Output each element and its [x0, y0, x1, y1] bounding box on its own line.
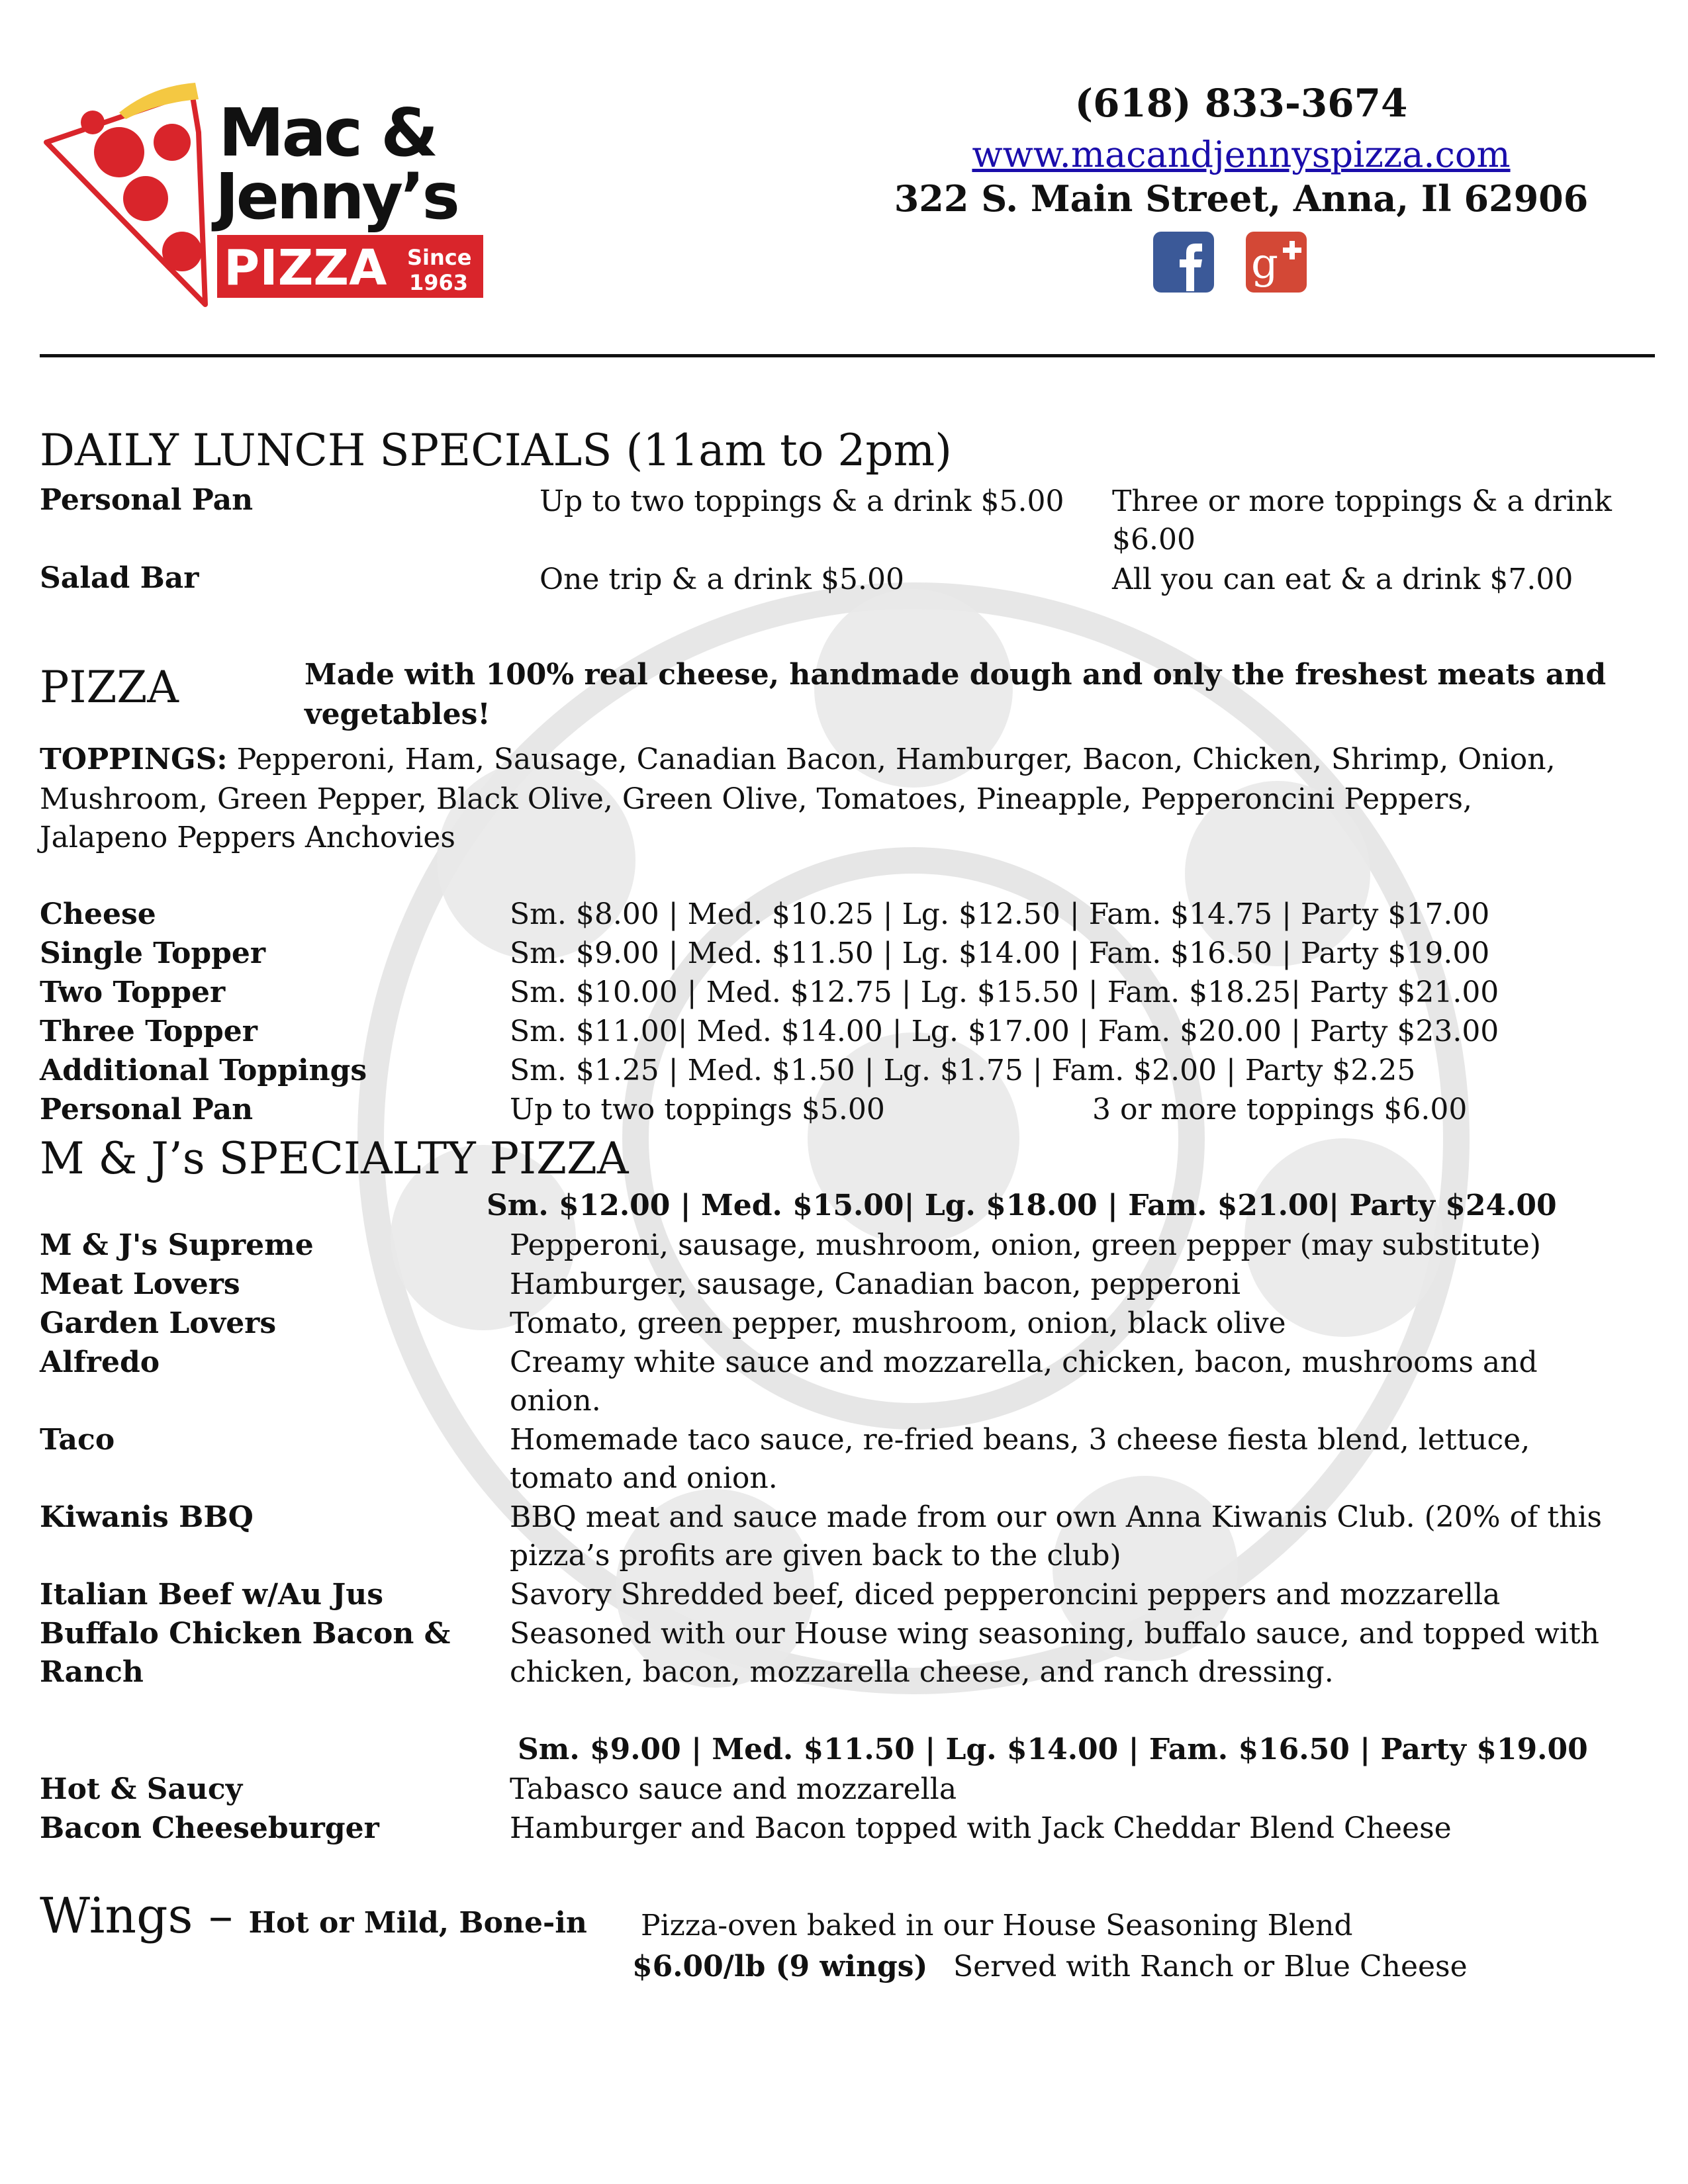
lunch-item-name: Salad Bar — [40, 561, 199, 595]
wings-price: $6.00/lb (9 wings) — [632, 1950, 928, 1983]
personal-pan-option: 3 or more toppings $6.00 — [1092, 1093, 1468, 1126]
wings-title-text: Wings – — [40, 1888, 249, 1944]
wings-served: Served with Ranch or Blue Cheese — [953, 1950, 1468, 1983]
specialty-item-name: Hot & Saucy — [40, 1772, 243, 1806]
pizza-tagline: vegetables! — [305, 698, 491, 731]
brand-logo — [40, 79, 490, 311]
brand-pizza: PIZZA — [224, 240, 387, 296]
pizza-size-name: Personal Pan — [40, 1093, 254, 1126]
brand-line1: Mac & — [218, 94, 436, 171]
pizza-title: PIZZA — [40, 662, 179, 713]
lunch-title: DAILY LUNCH SPECIALS (11am to 2pm) — [40, 425, 952, 476]
toppings-list — [40, 743, 1556, 776]
lunch-item-option: One trip & a drink $5.00 — [539, 563, 904, 596]
specialty-item-desc: Tomato, green pepper, mushroom, onion, black olive — [510, 1306, 1286, 1340]
wings-subtitle: Hot or Mild, Bone-in — [248, 1906, 587, 1940]
specialty-item-name: Taco — [40, 1423, 115, 1457]
specialty-item-name: Kiwanis BBQ — [40, 1500, 254, 1534]
lunch-item-option: All you can eat & a drink $7.00 — [1112, 563, 1573, 596]
personal-pan-option: Up to two toppings $5.00 — [510, 1093, 885, 1126]
specialty-item-desc: Homemade taco sauce, re-fried beans, 3 cheese fiesta blend, lettuce, — [510, 1423, 1530, 1457]
pizza-size-name: Single Topper — [40, 936, 266, 970]
specialty-item-desc: onion. — [510, 1384, 601, 1418]
specialty-item-desc: BBQ meat and sauce made from our own Anna Kiwanis Club. (20% of this — [510, 1500, 1602, 1534]
website-link[interactable]: www.macandjennyspizza.com — [972, 134, 1511, 175]
toppings-text: Pepperoni, Ham, Sausage, Canadian Bacon, Hamburger, Bacon, Chicken, Shrimp, Onion, — [227, 743, 1556, 776]
specialty-item-name: Ranch — [40, 1655, 144, 1689]
svg-text:g: g — [1251, 240, 1278, 289]
lunch-item-option: $6.00 — [1112, 523, 1196, 557]
pizza-size-name: Three Topper — [40, 1015, 258, 1048]
specialty-item-desc: Seasoned with our House wing seasoning, buffalo sauce, and topped with — [510, 1617, 1599, 1651]
specialty-price-line: Sm. $12.00 | Med. $15.00| Lg. $18.00 | Fam. $21.00| Party $24.00 — [487, 1189, 1557, 1222]
header-divider — [40, 354, 1655, 357]
specialty-item-name: Alfredo — [40, 1345, 160, 1379]
specialty-title: M & J’s SPECIALTY PIZZA — [40, 1133, 629, 1184]
pizza-size-name: Cheese — [40, 897, 156, 931]
specialty-item-name: M & J's Supreme — [40, 1228, 314, 1262]
specialty-item-desc: Hamburger, sausage, Canadian bacon, pepperoni — [510, 1267, 1241, 1301]
specialty-item-desc: pizza’s profits are given back to the club) — [510, 1539, 1121, 1572]
pizza-size-price: Sm. $9.00 | Med. $11.50 | Lg. $14.00 | Fam. $16.50 | Party $19.00 — [510, 936, 1490, 970]
pizza-size-price: Sm. $1.25 | Med. $1.50 | Lg. $1.75 | Fam. $2.00 | Party $2.25 — [510, 1054, 1416, 1087]
brand-line2: Jenny’s — [215, 159, 457, 234]
lunch-item-option: Three or more toppings & a drink — [1112, 484, 1612, 518]
specialty-price-line: Sm. $9.00 | Med. $11.50 | Lg. $14.00 | Fam. $16.50 | Party $19.00 — [518, 1733, 1588, 1766]
google-plus-icon[interactable] — [1244, 230, 1308, 294]
specialty-item-name: Garden Lovers — [40, 1306, 277, 1340]
wings-desc: Pizza-oven baked in our House Seasoning Blend — [641, 1909, 1353, 1942]
pizza-size-price: Sm. $11.00| Med. $14.00 | Lg. $17.00 | Fam. $20.00 | Party $23.00 — [510, 1015, 1499, 1048]
specialty-item-desc: chicken, bacon, mozzarella cheese, and ranch dressing. — [510, 1655, 1334, 1689]
specialty-item-name: Meat Lovers — [40, 1267, 240, 1301]
specialty-item-desc: Pepperoni, sausage, mushroom, onion, green pepper (may substitute) — [510, 1228, 1541, 1262]
pizza-size-name: Two Topper — [40, 976, 226, 1009]
specialty-item-name: Buffalo Chicken Bacon & — [40, 1617, 451, 1651]
specialty-item-desc: Tabasco sauce and mozzarella — [510, 1772, 957, 1806]
facebook-icon[interactable] — [1152, 230, 1215, 294]
pizza-tagline: Made with 100% real cheese, handmade dough and only the freshest meats and — [305, 658, 1607, 692]
toppings-text: Mushroom, Green Pepper, Black Olive, Green Olive, Tomatoes, Pineapple, Pepperoncini Peppers, — [40, 782, 1472, 816]
specialty-item-desc: Savory Shredded beef, diced pepperoncini peppers and mozzarella — [510, 1578, 1501, 1612]
toppings-text: Jalapeno Peppers Anchovies — [40, 821, 455, 854]
toppings-label: TOPPINGS: — [40, 743, 228, 776]
brand-since: Since — [407, 245, 472, 270]
brand-year: 1963 — [409, 270, 469, 295]
phone-number[interactable]: (618) 833-3674 — [1074, 81, 1408, 126]
lunch-item-option: Up to two toppings & a drink $5.00 — [539, 484, 1064, 518]
specialty-item-desc: Creamy white sauce and mozzarella, chicken, bacon, mushrooms and — [510, 1345, 1538, 1379]
pizza-size-name: Additional Toppings — [40, 1054, 367, 1087]
specialty-item-desc: Hamburger and Bacon topped with Jack Cheddar Blend Cheese — [510, 1811, 1452, 1845]
specialty-item-name: Bacon Cheeseburger — [40, 1811, 379, 1845]
wings-title — [40, 1888, 587, 1944]
pizza-size-price: Sm. $10.00 | Med. $12.75 | Lg. $15.50 | Fam. $18.25| Party $21.00 — [510, 976, 1499, 1009]
address: 322 S. Main Street, Anna, Il 62906 — [894, 177, 1589, 220]
specialty-item-desc: tomato and onion. — [510, 1461, 778, 1495]
lunch-item-name: Personal Pan — [40, 483, 254, 517]
specialty-item-name: Italian Beef w/Au Jus — [40, 1578, 384, 1612]
pizza-size-price: Sm. $8.00 | Med. $10.25 | Lg. $12.50 | Fam. $14.75 | Party $17.00 — [510, 897, 1490, 931]
